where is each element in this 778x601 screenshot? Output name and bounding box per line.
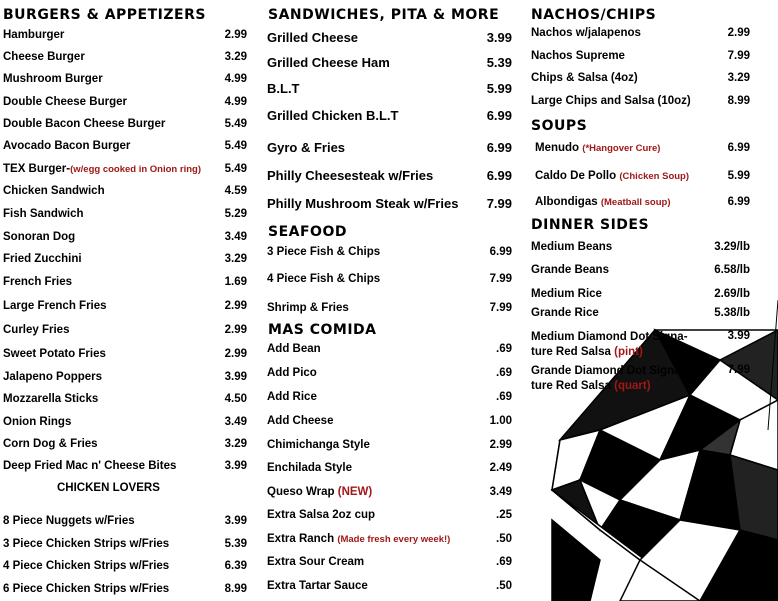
- menu-item-name: Medium Rice: [531, 288, 602, 300]
- menu-item-name: Chips & Salsa (4oz): [531, 72, 638, 84]
- menu-item-price: 2.99: [224, 300, 247, 312]
- menu-item-price: 2.69/lb: [714, 288, 750, 300]
- menu-item-price: 6.99: [486, 168, 512, 183]
- nachos-heading: NACHOS/CHIPS: [531, 7, 657, 23]
- menu-item-price: .25: [496, 509, 512, 521]
- seafood-heading: SEAFOOD: [268, 224, 347, 240]
- menu-item-price: 6.39: [224, 560, 247, 572]
- menu-item-name: 6 Piece Chicken Strips w/Fries: [3, 583, 170, 595]
- menu-item-price: 6.99: [489, 246, 512, 258]
- menu-item-name: Philly Cheesesteak w/Fries: [267, 168, 434, 183]
- menu-item-price: 3.99: [224, 515, 247, 527]
- menu-item-price: 3.29: [224, 253, 247, 265]
- menu-item-name: Large French Fries: [3, 300, 107, 312]
- menu-item-price: 6.58/lb: [714, 264, 750, 276]
- menu-item-price: 3.49: [224, 231, 247, 243]
- menu-item-price: 5.29: [224, 208, 247, 220]
- menu-item-price: 4.99: [224, 96, 247, 108]
- menu-item-name: [535, 142, 660, 154]
- menu-item-price: 3.49: [489, 486, 512, 498]
- menu-item-name: Chimichanga Style: [267, 439, 370, 451]
- menu-item-price: 5.38/lb: [714, 307, 750, 319]
- menu-item-price: .69: [496, 367, 512, 379]
- menu-item-price: 5.49: [224, 118, 247, 130]
- menu-item-name: Sweet Potato Fries: [3, 348, 106, 360]
- menu-item-price: 8.99: [224, 583, 247, 595]
- menu-item-price: 3.29/lb: [714, 241, 750, 253]
- menu-item-name: Mushroom Burger: [3, 73, 103, 85]
- item-note: (w/egg cooked in Onion ring): [70, 164, 201, 175]
- menu-item-price: .50: [496, 580, 512, 592]
- mas-comida-heading: MAS COMIDA: [268, 322, 377, 338]
- menu-item-price: 1.69: [224, 276, 247, 288]
- menu-item-name: Extra Sour Cream: [267, 556, 365, 568]
- menu-item-price: 3.99: [486, 30, 512, 45]
- sandwiches-heading: SANDWICHES, PITA & MORE: [268, 7, 500, 23]
- item-note: (*Hangover Cure): [582, 143, 661, 154]
- item-note: (Meatball soup): [600, 197, 671, 208]
- item-note: (Chicken Soup): [619, 171, 690, 182]
- menu-item-price: 5.39: [224, 538, 247, 550]
- menu-item-name: Fried Zucchini: [3, 253, 82, 265]
- menu-item-name: Add Pico: [267, 367, 317, 379]
- menu-item-price: 6.99: [727, 142, 750, 154]
- menu-item-price: 7.99: [489, 273, 512, 285]
- menu-item-name: Curley Fries: [3, 324, 70, 336]
- burgers-heading: BURGERS & APPETIZERS: [3, 7, 206, 23]
- menu-item-price: 3.29: [224, 51, 247, 63]
- menu-item-name: Avocado Bacon Burger: [3, 140, 131, 152]
- item-name: ture Red Salsa: [531, 380, 611, 392]
- menu-item-price: 1.00: [489, 415, 512, 427]
- menu-item-name: [535, 170, 689, 182]
- menu-item-price: 7.99: [727, 364, 750, 376]
- menu-item-price: 2.49: [489, 462, 512, 474]
- menu-item-name: Shrimp & Fries: [267, 302, 349, 314]
- menu-item-price: 7.99: [489, 302, 512, 314]
- dinner-sides-heading: DINNER SIDES: [531, 217, 650, 233]
- soups-heading: SOUPS: [531, 118, 588, 134]
- menu-item-name: Gyro & Fries: [267, 140, 346, 155]
- item-name: Caldo De Pollo: [535, 170, 617, 182]
- menu-item-name: Cheese Burger: [3, 51, 85, 63]
- menu-item-price: 3.29: [727, 72, 750, 84]
- menu-item-price: 3.99: [727, 330, 750, 342]
- menu-item-price: 6.99: [486, 140, 512, 155]
- menu-item-name: Chicken Sandwich: [3, 185, 105, 197]
- menu-item-price: 4.59: [224, 185, 247, 197]
- menu-item-price: 5.49: [224, 163, 247, 175]
- menu-item-price: 2.99: [224, 324, 247, 336]
- item-name: ture Red Salsa: [531, 346, 611, 358]
- menu-item-name: Onion Rings: [3, 416, 72, 428]
- menu-item-name: Mozzarella Sticks: [3, 393, 99, 405]
- menu-item-price: 3.99: [224, 371, 247, 383]
- menu-item-price: 7.99: [486, 196, 512, 211]
- menu-item-price: 2.99: [224, 29, 247, 41]
- menu-item-price: 2.99: [727, 27, 750, 39]
- chicken-heading: CHICKEN LOVERS: [57, 482, 160, 494]
- menu-item-name: Nachos w/jalapenos: [531, 27, 641, 39]
- menu-item-name: 8 Piece Nuggets w/Fries: [3, 515, 135, 527]
- size-note: (quart): [614, 380, 651, 392]
- menu-item-name: Add Bean: [267, 343, 321, 355]
- item-name: Menudo: [535, 142, 580, 154]
- menu-item-name: Double Bacon Cheese Burger: [3, 118, 166, 130]
- menu-item-name: Add Cheese: [267, 415, 334, 427]
- menu-item-name: [535, 196, 671, 208]
- menu-item-name: Add Rice: [267, 391, 317, 403]
- item-name: TEX Burger-: [3, 163, 71, 175]
- salsa-item: [531, 330, 688, 360]
- menu-item-name: French Fries: [3, 276, 73, 288]
- item-name: Albondigas: [535, 196, 598, 208]
- menu-item-price: 2.99: [489, 439, 512, 451]
- menu-item-price: 5.39: [486, 55, 512, 70]
- menu-item-name: 3 Piece Chicken Strips w/Fries: [3, 538, 170, 550]
- menu-item-name: Extra Tartar Sauce: [267, 580, 368, 592]
- menu-item-price: .69: [496, 556, 512, 568]
- menu-item-name: Hamburger: [3, 29, 65, 41]
- menu-item-price: 3.99: [224, 460, 247, 472]
- menu-item-name: Enchilada Style: [267, 462, 353, 474]
- menu-item-price: 3.49: [224, 416, 247, 428]
- menu-item-name: 4 Piece Chicken Strips w/Fries: [3, 560, 170, 572]
- item-name: Medium Diamond Dot Signa-: [531, 331, 688, 343]
- menu-item-name: Grilled Cheese: [267, 30, 359, 45]
- menu-item-price: .69: [496, 343, 512, 355]
- menu-item-name: Grande Rice: [531, 307, 599, 319]
- menu-item-price: 3.29: [224, 438, 247, 450]
- menu-item-name: Fish Sandwich: [3, 208, 84, 220]
- menu-item-price: 5.99: [727, 170, 750, 182]
- menu-item-name: Nachos Supreme: [531, 50, 625, 62]
- menu-item-name: Jalapeno Poppers: [3, 371, 103, 383]
- menu-item-name: Grilled Cheese Ham: [267, 55, 390, 70]
- salsa-item: [531, 364, 684, 394]
- menu-item-price: 6.99: [727, 196, 750, 208]
- menu-item-name: Medium Beans: [531, 241, 613, 253]
- menu-item-price: 7.99: [727, 50, 750, 62]
- item-name: Grande Diamond Dot Signa-: [531, 365, 685, 377]
- menu-item-name: B.L.T: [267, 81, 300, 96]
- menu-item-name: Deep Fried Mac n' Cheese Bites: [3, 460, 177, 472]
- menu-item-name: Corn Dog & Fries: [3, 438, 98, 450]
- menu-item-price: 5.99: [486, 81, 512, 96]
- menu-item-price: 4.50: [224, 393, 247, 405]
- menu-item-name: Sonoran Dog: [3, 231, 76, 243]
- size-note: (pint): [614, 346, 643, 358]
- menu-item-name: Large Chips and Salsa (10oz): [531, 95, 691, 107]
- menu-item-price: 2.99: [224, 348, 247, 360]
- menu-item-price: 4.99: [224, 73, 247, 85]
- menu-item-name: Philly Mushroom Steak w/Fries: [267, 196, 459, 211]
- item-name: Extra Ranch: [267, 533, 335, 545]
- menu-item-name: Double Cheese Burger: [3, 96, 127, 108]
- menu-item-price: .50: [496, 533, 512, 545]
- menu-item-price: 5.49: [224, 140, 247, 152]
- item-note: (Made fresh every week!): [337, 534, 451, 545]
- menu-item-price: .69: [496, 391, 512, 403]
- menu-item-name: Extra Salsa 2oz cup: [267, 509, 376, 521]
- menu-item-price: 8.99: [727, 95, 750, 107]
- item-name: Queso Wrap: [267, 486, 335, 498]
- menu-item-price: 6.99: [486, 108, 512, 123]
- menu-item-name: Grande Beans: [531, 264, 609, 276]
- new-badge: (NEW): [337, 486, 373, 498]
- menu-item-name: Grilled Chicken B.L.T: [267, 108, 399, 123]
- menu-item-name: 3 Piece Fish & Chips: [267, 246, 381, 258]
- menu-item-name: 4 Piece Fish & Chips: [267, 273, 381, 285]
